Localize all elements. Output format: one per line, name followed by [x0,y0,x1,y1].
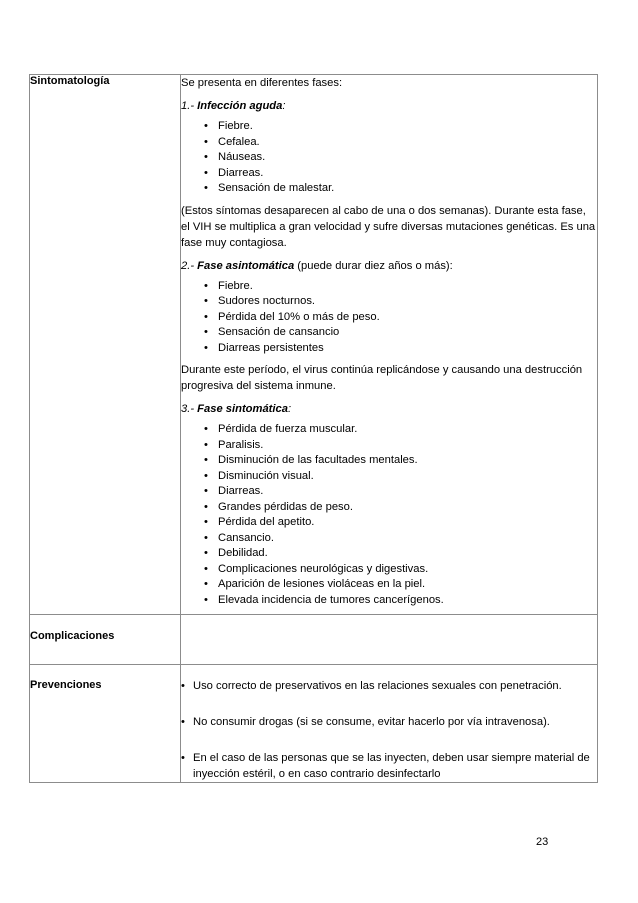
list-item-text: Uso correcto de preservativos en las relaciones sexuales con penetración. [193,680,562,692]
list-item [181,294,597,310]
row-label-prevenciones: Prevenciones [30,665,181,783]
list-item [181,119,597,135]
table-row-prevenciones [30,665,598,783]
table-row-complicaciones [30,615,598,665]
complicaciones-content [181,615,598,665]
bullet-icon: • [204,166,208,179]
prevenciones-content [181,665,598,783]
bullet-icon: • [204,485,208,497]
list-item [181,422,597,438]
bullet-icon: • [204,469,208,482]
list-item-text: Sensación de malestar. [218,182,335,194]
bullet-icon: • [204,151,208,163]
bullet-icon: • [204,562,208,575]
list-item-text: Pérdida del 10% o más de peso. [218,310,380,323]
bullet-icon: • [204,279,208,292]
bullet-icon: • [204,593,208,606]
phase-2-number: 2.- [181,259,195,272]
phase-2-paragraph: Durante este período, el virus continúa replicándose y causando una destrucción progresiva del sistema inmune. [181,364,583,392]
list-item-text: Aparición de lesiones violáceas en la piel. [218,578,426,590]
list-item [181,577,597,593]
bullet-icon: • [181,680,185,692]
list-item [181,279,597,295]
list-item [181,484,597,500]
bullet-icon: • [204,531,208,544]
sintomatologia-content [181,75,598,615]
list-item-text: Complicaciones neurológicas y digestivas. [218,562,429,575]
list-item [181,546,597,562]
list-item [181,500,597,516]
list-item [181,453,597,469]
bullet-icon: • [204,547,208,559]
page-number: 23 [536,836,549,848]
bullet-icon: • [204,295,208,307]
bullet-icon: • [181,752,185,764]
list-item [181,562,597,578]
list-item-text: Disminución de las facultades mentales. [218,454,418,466]
list-item [181,678,597,694]
list-item-text: En el caso de las personas que se las inyecten, deben usar siempre material de inyección estéril, o en caso contrario desinfectarlo [193,752,590,780]
bullet-icon: • [204,516,208,528]
phase-3-title: Fase sintomática [197,403,288,415]
list-item [181,438,597,454]
list-item [181,714,597,730]
list-item-text: Cansancio. [218,531,274,544]
phase-3-suffix: : [287,403,292,415]
phase-3-number: 3.- [181,403,195,415]
list-item [181,325,597,341]
list-item-text: Debilidad. [218,547,268,559]
intro-text: Se presenta en diferentes fases: [181,77,343,89]
phase-1-suffix: : [282,100,286,112]
list-item-text: Paralisis. [218,438,264,451]
bullet-icon: • [204,578,208,590]
bullet-icon: • [204,341,208,354]
bullet-icon: • [204,500,208,513]
bullet-icon: • [204,120,208,132]
list-item-text: Fiebre. [218,279,253,292]
list-item [181,469,597,485]
list-item-text: Disminución visual. [218,469,314,482]
list-item [181,150,597,166]
list-item-text: Sensación de cansancio [218,326,340,338]
bullet-icon: • [204,182,208,194]
list-item-text: Pérdida de fuerza muscular. [218,423,358,435]
bullet-icon: • [204,438,208,451]
bullet-icon: • [204,310,208,323]
list-item-text: Sudores nocturnos. [218,295,316,307]
info-table [29,74,598,783]
list-item-text: Pérdida del apetito. [218,516,315,528]
phase-3-list [181,422,597,608]
phase-1-title: Infección aguda [197,100,283,112]
list-item-text: Diarreas persistentes [218,341,324,354]
table-row-sintomatologia [30,75,598,615]
list-item-text: Grandes pérdidas de peso. [218,500,353,513]
phase-1-heading [181,98,597,114]
list-item [181,750,597,782]
bullet-icon: • [204,423,208,435]
list-item [181,166,597,182]
phase-1-number: 1.- [181,100,195,112]
list-item [181,181,597,197]
phase-2-suffix: (puede durar diez años o más): [294,259,453,272]
list-item-text: Diarreas. [218,485,264,497]
phase-2-list [181,279,597,357]
bullet-icon: • [204,454,208,466]
phase-2-heading [181,258,597,274]
list-item [181,135,597,151]
phase-1-list [181,119,597,197]
list-item-text: Náuseas. [218,151,266,163]
list-item-text: Diarreas. [218,166,264,179]
list-item [181,531,597,547]
row-label-sintomatologia: Sintomatología [30,75,181,615]
phase-1-paragraph: (Estos síntomas desaparecen al cabo de una o dos semanas). Durante esta fase, el VIH se multiplica a gran velocidad y sufre diversas mutaciones genéticas. Es una fase muy contagiosa. [181,204,596,249]
list-item [181,341,597,357]
phase-3-heading [181,401,597,417]
row-label-complicaciones: Complicaciones [30,615,181,665]
bullet-icon: • [204,326,208,338]
bullet-icon: • [204,135,208,148]
list-item-text: Elevada incidencia de tumores cancerígenos. [218,593,444,606]
list-item [181,515,597,531]
phase-2-title: Fase asintomática [197,259,295,272]
list-item-text: No consumir drogas (si se consume, evitar hacerlo por vía intravenosa). [193,716,550,728]
bullet-icon: • [181,716,185,728]
list-item-text: Cefalea. [218,135,260,148]
list-item [181,593,597,609]
list-item [181,310,597,326]
list-item-text: Fiebre. [218,120,253,132]
